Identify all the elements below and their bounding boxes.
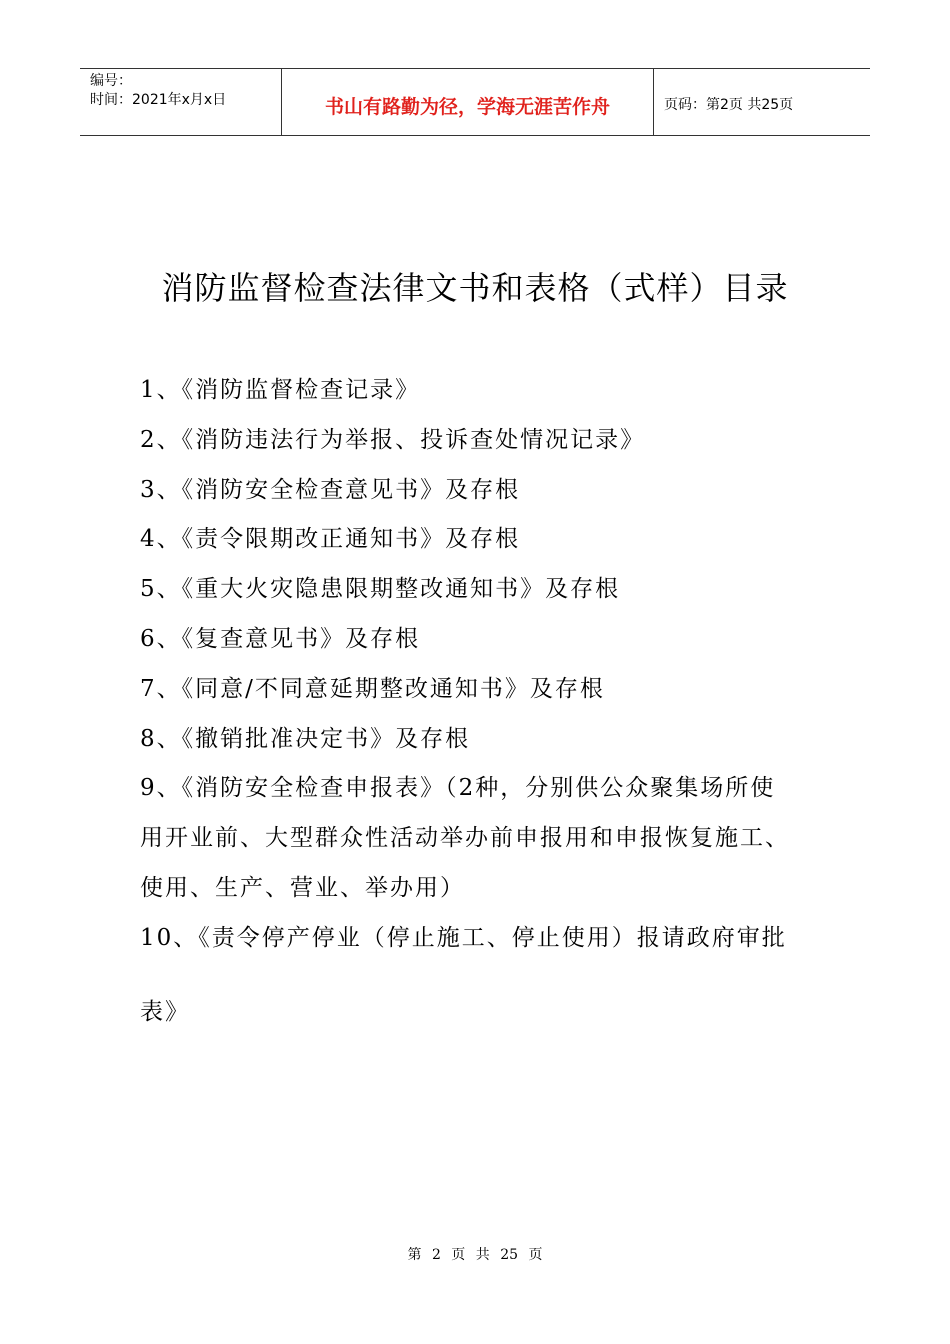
header-page-info: 页码：第2页 共25页 — [664, 97, 794, 113]
catalog-list — [140, 366, 820, 1037]
header-meta — [80, 69, 282, 135]
list-item-10-line-1: 10、《责令停产停业（停止施工、停止使用）报请政府审批 — [140, 924, 787, 951]
document-date: 时间：2021年x月x日 — [90, 92, 227, 108]
list-item: 3、《消防安全检查意见书》及存根 — [140, 476, 521, 503]
list-item: 7、《同意/不同意延期整改通知书》及存根 — [140, 675, 605, 702]
header-motto: 书山有路勤为径，学海无涯苦作舟 — [282, 69, 654, 135]
list-item-9-line-1: 9、《消防安全检查申报表》（2种，分别供公众聚集场所使 — [140, 775, 776, 802]
list-item: 1、《消防监督检查记录》 — [140, 377, 421, 403]
list-item: 8、《撤销批准决定书》及存根 — [140, 725, 471, 752]
list-item: 6、《复查意见书》及存根 — [140, 625, 421, 652]
page-header — [80, 68, 870, 136]
list-item-9-line-2: 用开业前、大型群众性活动举办前申报用和申报恢复施工、 — [140, 825, 790, 852]
list-item-9 — [140, 764, 820, 913]
document-title: 消防监督检查法律文书和表格（式样）目录 — [161, 269, 789, 307]
list-item-9-line-3: 使用、生产、营业、举办用） — [140, 874, 465, 901]
list-item: 4、《责令限期改正通知书》及存根 — [140, 526, 521, 553]
list-item: 2、《消防违法行为举报、投诉查处情况记录》 — [140, 426, 646, 453]
document-number-label: 编号： — [90, 73, 132, 89]
page-footer: 第 2 页 共 25 页 — [407, 1247, 543, 1263]
list-item-10-line-2: 表》 — [140, 998, 190, 1025]
list-item: 5、《重大火灾隐患限期整改通知书》及存根 — [140, 576, 621, 603]
